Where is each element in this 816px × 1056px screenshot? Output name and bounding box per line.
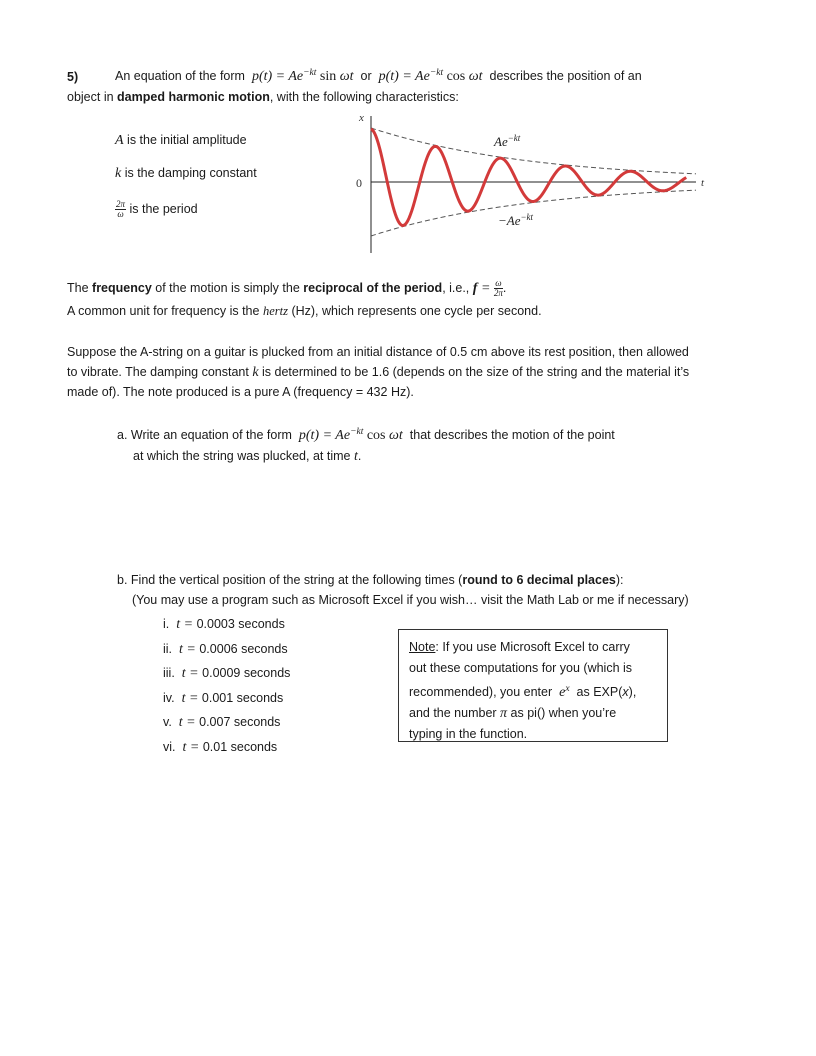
frequency-line2: [67, 304, 542, 319]
period-text: is the period: [129, 201, 198, 216]
intro-line2-prefix: object in: [67, 90, 114, 104]
hertz-term: hertz: [262, 304, 288, 318]
frequency-line1: The frequency of the motion is simply the reciprocal of the period, i.e., f = $\frac{\omega}{2\pi}$ .: [67, 278, 507, 298]
time-item-6: vi. t = 0.01 seconds: [163, 740, 278, 755]
part-a-line1: [117, 427, 615, 444]
amplitude-text: is the initial amplitude: [127, 133, 247, 147]
note-line1-text: : If you use Microsoft Excel to carry: [435, 640, 630, 654]
time-item-3: iii. t = 0.0009 seconds: [163, 666, 291, 681]
frequency-term: frequency: [92, 280, 152, 295]
damped-harmonic-motion-term: damped harmonic motion: [117, 90, 270, 104]
time-item-1: i. t = 0.0003 seconds: [163, 617, 285, 632]
cos-equation: $p(t) = Ae^{-kt}$ cos ωt: [375, 68, 487, 84]
part-a-line2-prefix: at which the string was plucked, at time: [133, 449, 351, 463]
upper-envelope-exp: −kt: [507, 133, 521, 143]
time-item-value: 0.01 seconds: [202, 740, 278, 754]
scenario-line3: made of). The note produced is a pure A (frequency = 432 Hz).: [67, 385, 414, 399]
pi-symbol: π: [500, 706, 508, 721]
upper-envelope-curve: [371, 128, 696, 174]
note-line3-prefix: recommended), you enter: [409, 685, 553, 699]
problem-intro-line1: [115, 68, 642, 85]
freq-numerator: ω: [495, 278, 502, 288]
time-item-label: i.: [163, 617, 170, 631]
note-line3-mid: as EXP(: [576, 685, 623, 699]
note-line3-end: ),: [628, 685, 637, 699]
period-numerator: 2π: [116, 199, 126, 209]
time-item-label: iv.: [163, 691, 175, 705]
intro-suffix: describes the position of an: [489, 69, 642, 83]
scenario-line2-suffix: is determined to be 1.6 (depends on the size of the string and the material it’s: [262, 365, 690, 379]
time-item-label: vi.: [163, 740, 176, 754]
e-to-x: $e^x$: [555, 684, 570, 700]
freq-prefix: The: [67, 280, 89, 295]
part-a-period: .: [357, 449, 362, 463]
part-b-line1: [117, 573, 624, 587]
damping-var: k: [115, 166, 122, 181]
problem-intro-line2: [67, 90, 459, 104]
time-item-4: iv. t = 0.001 seconds: [163, 691, 284, 706]
time-item-value: 0.007 seconds: [199, 715, 281, 729]
freq-suffix: , i.e.,: [442, 280, 470, 295]
part-a-prefix: Write an equation of the form: [130, 428, 292, 442]
graph-origin-label: 0: [356, 176, 362, 190]
time-item-value: 0.0003 seconds: [196, 617, 285, 631]
upper-envelope-label: [493, 133, 521, 149]
note-line4: [409, 703, 657, 724]
part-a-suffix: that describes the motion of the point: [409, 428, 615, 442]
frequency-fraction: [494, 279, 503, 298]
time-item-label: v.: [163, 715, 172, 729]
time-item-label: iii.: [163, 666, 175, 680]
lower-envelope-base: −Ae: [498, 213, 521, 228]
note-line4-suffix: as pi() when you’re: [510, 706, 617, 720]
period-denominator: ω: [117, 209, 124, 219]
part-a-label: a.: [117, 428, 128, 442]
freq-denominator: 2π: [493, 288, 503, 298]
damping-text: is the damping constant: [124, 166, 257, 180]
intro-line2-suffix: , with the following characteristics:: [269, 90, 459, 104]
time-item-value: 0.0006 seconds: [199, 642, 288, 656]
part-b-prefix: Find the vertical position of the string at the following times (: [130, 573, 463, 587]
freq-mid: of the motion is simply the: [155, 280, 300, 295]
note-line2: out these computations for you (which is: [409, 661, 633, 675]
lower-envelope-curve: [371, 190, 696, 236]
note-line4-prefix: and the number: [409, 706, 497, 720]
scenario-line2: [67, 365, 689, 381]
part-a-equation: $p(t) = Ae^{-kt}$ cos ωt: [295, 427, 407, 443]
scenario-line1: Suppose the A-string on a guitar is plucked from an initial distance of 0.5 cm above its rest position, then allowed: [67, 345, 689, 359]
sin-equation: $p(t) = Ae^{-kt}$ sin ωt: [248, 68, 358, 84]
intro-or: or: [360, 69, 372, 83]
scenario-k-var: k: [252, 365, 259, 380]
part-b-line2: (You may use a program such as Microsoft Excel if you wish… visit the Math Lab or me if necessary): [132, 593, 689, 607]
upper-envelope-base: Ae: [494, 134, 508, 149]
f-symbol: f: [472, 280, 478, 296]
hertz-prefix: A common unit for frequency is the: [67, 304, 260, 318]
graph-y-label: x: [359, 112, 364, 124]
definition-period: [115, 200, 198, 219]
time-item-value: 0.001 seconds: [201, 691, 284, 705]
part-a-line2: [133, 449, 361, 465]
period-fraction: [115, 200, 126, 219]
time-item-2: ii. t = 0.0006 seconds: [163, 642, 288, 657]
note-x-var: x: [622, 685, 629, 699]
lower-envelope-label: [498, 212, 534, 228]
damped-oscillation-graph: [350, 108, 720, 256]
time-item-value: 0.0009 seconds: [202, 666, 291, 680]
damped-cosine-curve: [371, 129, 686, 225]
amplitude-var: A: [115, 133, 124, 148]
part-b-label: b.: [117, 573, 128, 587]
part-b-suffix: ):: [615, 573, 624, 587]
note-heading: Note: [409, 640, 436, 654]
round-instruction: round to 6 decimal places: [462, 573, 616, 587]
time-item-5: v. t = 0.007 seconds: [163, 715, 281, 730]
lower-envelope-exp: −kt: [520, 212, 534, 222]
note-line1: [409, 637, 657, 658]
definition-damping: [115, 166, 257, 182]
definition-amplitude: [115, 133, 247, 149]
note-line5: typing in the function.: [409, 727, 528, 741]
problem-number: 5): [67, 70, 79, 84]
reciprocal-term: reciprocal of the period: [303, 280, 443, 295]
note-line3: [409, 679, 657, 703]
hertz-suffix: (Hz), which represents one cycle per second.: [291, 304, 542, 318]
excel-note-box: [398, 629, 668, 742]
graph-x-label: t: [701, 177, 705, 189]
equals-sign: =: [477, 280, 494, 296]
part-a-t-var: t: [353, 449, 358, 464]
intro-prefix: An equation of the form: [115, 69, 245, 83]
time-item-label: ii.: [163, 642, 173, 656]
scenario-line2-prefix: to vibrate. The damping constant: [67, 365, 249, 379]
